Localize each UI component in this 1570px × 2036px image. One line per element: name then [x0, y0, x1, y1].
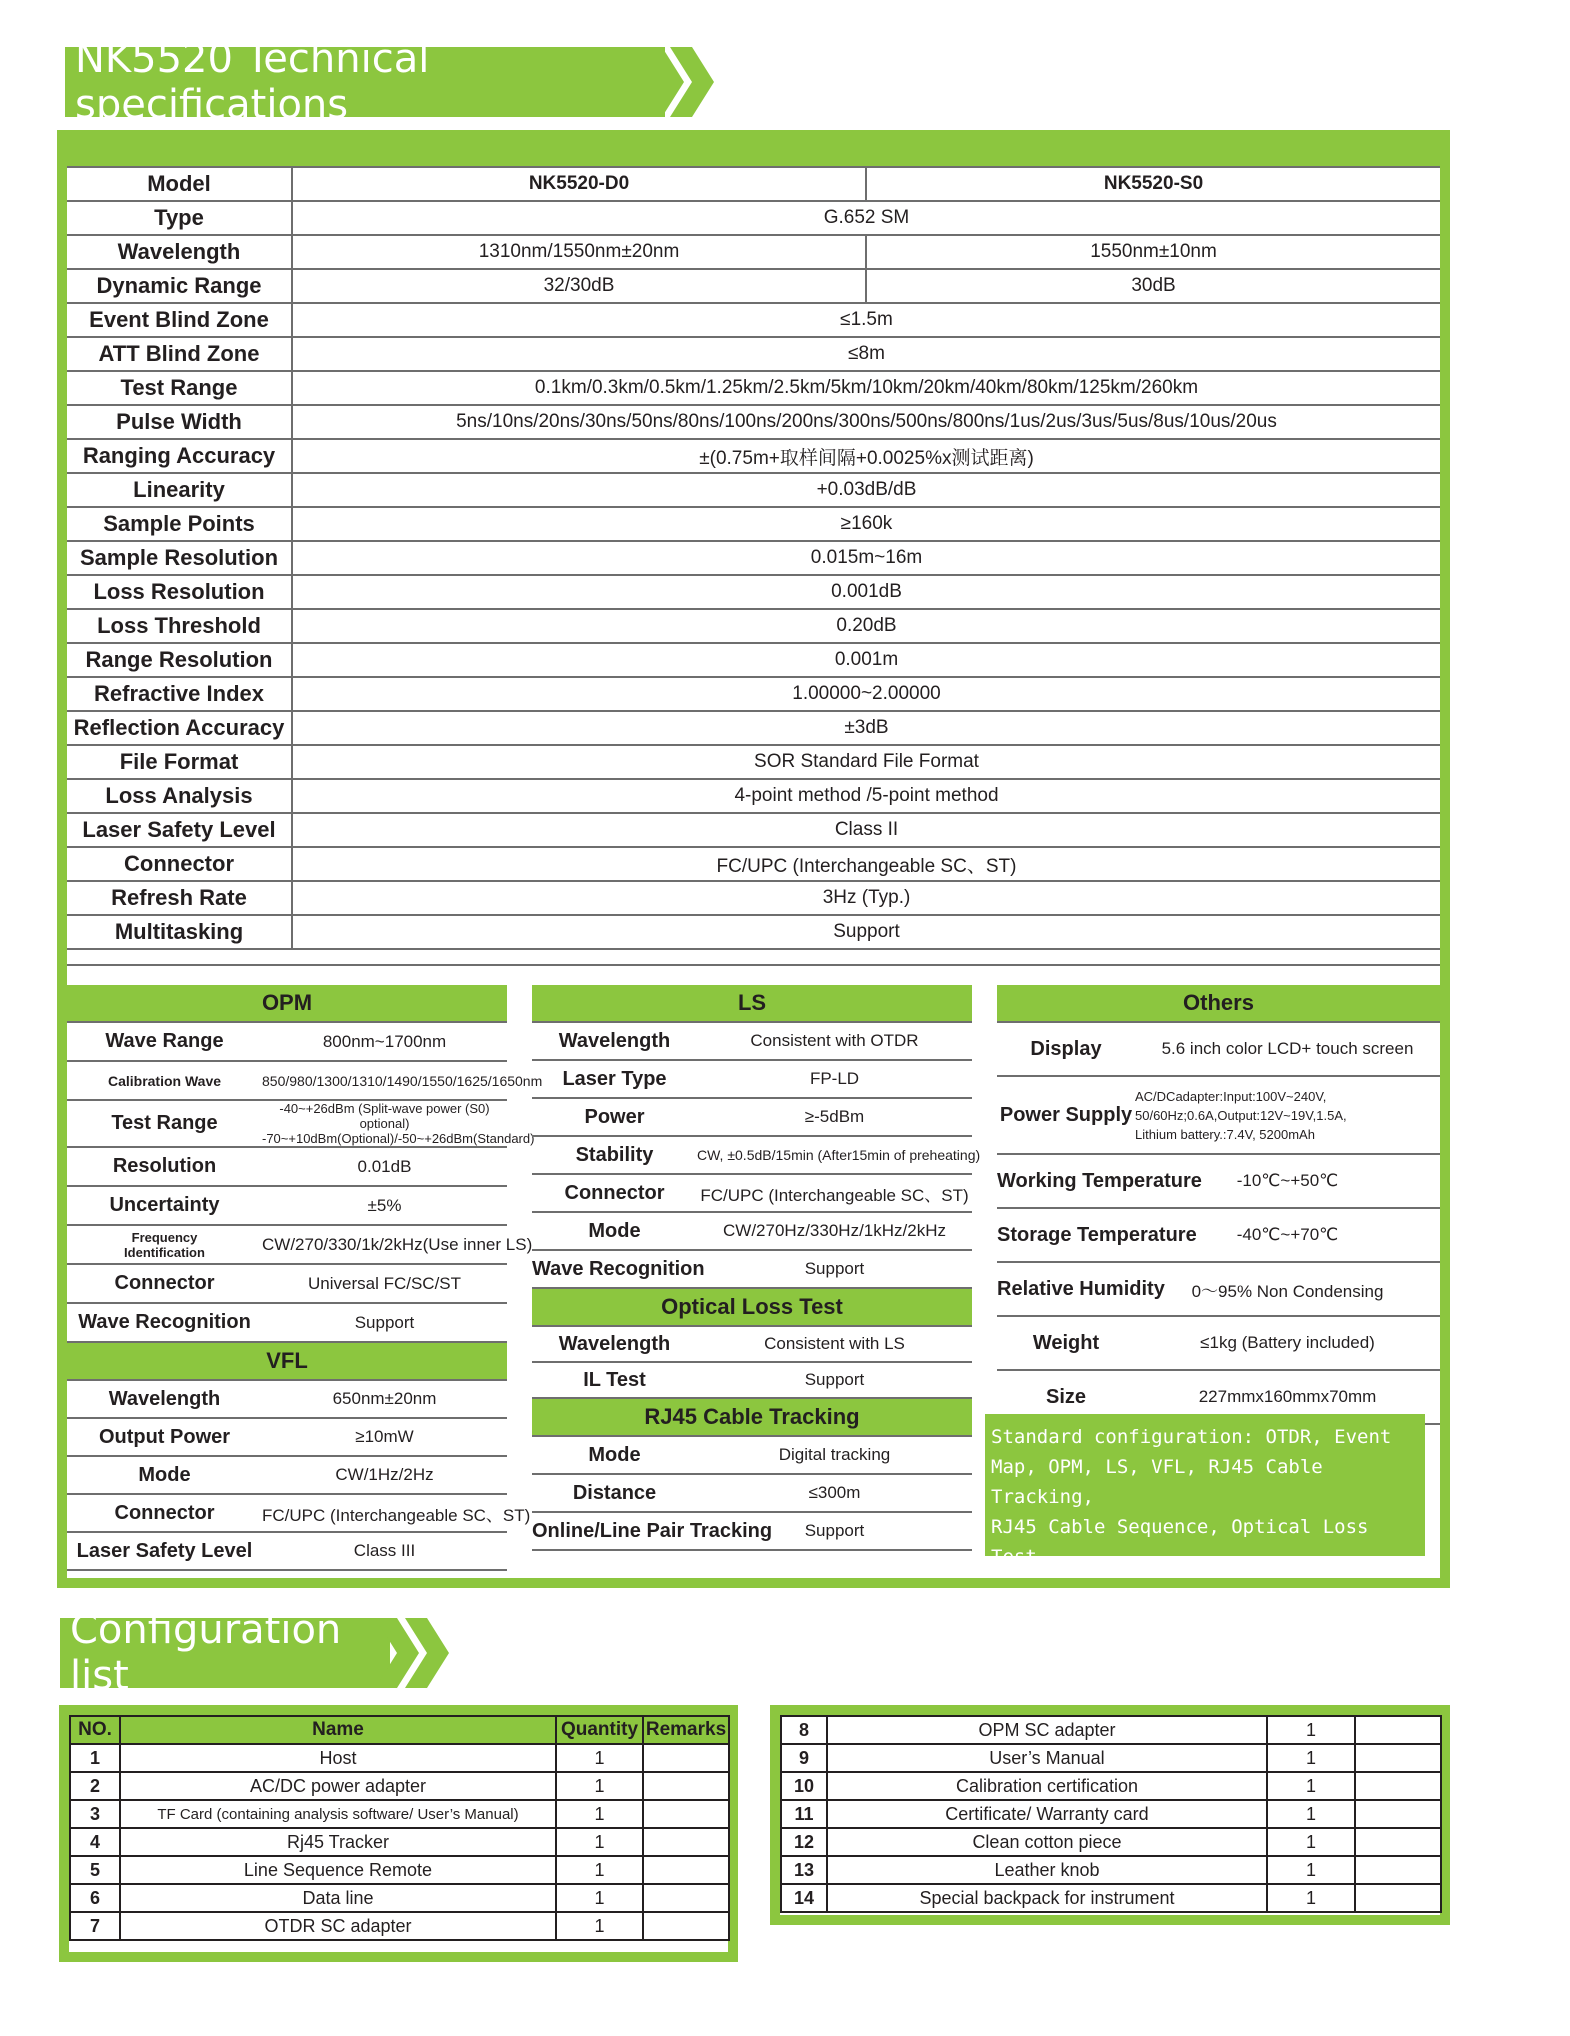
item-name: Certificate/ Warranty card	[827, 1800, 1267, 1828]
row-value: Support	[292, 915, 1440, 949]
table-row	[67, 1494, 507, 1532]
row-label: Sample Resolution	[67, 541, 292, 575]
table-row	[67, 779, 1440, 813]
row-value: 0.01dB	[262, 1147, 507, 1186]
row-label: IL Test	[532, 1362, 697, 1398]
table-row	[532, 1060, 972, 1098]
row-label: Loss Threshold	[67, 609, 292, 643]
table-row	[67, 745, 1440, 779]
row-value-s0: 30dB	[866, 269, 1440, 303]
opm-vfl-table	[67, 985, 543, 1571]
row-label: Power Supply	[997, 1076, 1135, 1154]
item-quantity: 1	[556, 1856, 643, 1884]
row-label: Type	[67, 201, 292, 235]
row-value: Support	[697, 1250, 972, 1288]
chevron-arrows-icon	[375, 1618, 455, 1688]
table-row	[997, 1154, 1440, 1208]
main-spec-table	[67, 166, 1440, 966]
table-row	[781, 1716, 1441, 1744]
others-table	[997, 985, 1440, 1425]
config-right-table	[780, 1715, 1442, 1913]
item-remarks	[643, 1884, 729, 1912]
row-value: Consistent with OTDR	[697, 1022, 972, 1060]
item-no: 1	[70, 1744, 120, 1772]
row-label: Connector	[67, 1264, 262, 1303]
row-value: 800nm~1700nm	[262, 1022, 507, 1061]
table-row	[997, 1208, 1440, 1262]
row-label: Mode	[532, 1436, 697, 1474]
row-label: Loss Analysis	[67, 779, 292, 813]
table-row	[532, 1474, 972, 1512]
table-row	[67, 1380, 507, 1418]
item-remarks	[1355, 1716, 1441, 1744]
item-name: TF Card (containing analysis software/ User’s Manual)	[120, 1800, 556, 1828]
row-label: Working Temperature	[997, 1154, 1135, 1208]
row-label: ATT Blind Zone	[67, 337, 292, 371]
row-label: Storage Temperature	[997, 1208, 1135, 1262]
row-value: 650nm±20nm	[262, 1380, 507, 1418]
row-label: Stability	[532, 1136, 697, 1174]
chevron-arrows-icon	[640, 47, 720, 117]
row-value-d0: 1310nm/1550nm±20nm	[292, 235, 866, 269]
row-value: 227mmx160mmx70mm	[1135, 1370, 1440, 1424]
row-label: Uncertainty	[67, 1186, 262, 1225]
col-no: NO.	[70, 1716, 120, 1744]
others-title: Others	[997, 985, 1440, 1022]
row-value: +0.03dB/dB	[292, 473, 1440, 507]
item-quantity: 1	[556, 1744, 643, 1772]
row-value: ≥160k	[292, 507, 1440, 541]
row-value: FC/UPC (Interchangeable SC、ST)	[262, 1494, 507, 1532]
row-label: Wavelength	[67, 1380, 262, 1418]
table-row	[532, 1512, 972, 1550]
row-value: Class III	[262, 1532, 507, 1570]
table-row	[67, 1061, 507, 1100]
row-label: Connector	[67, 1494, 262, 1532]
row-label: Laser Safety Level	[67, 813, 292, 847]
row-value: 0.20dB	[292, 609, 1440, 643]
row-value: Class II	[292, 813, 1440, 847]
item-no: 4	[70, 1828, 120, 1856]
item-no: 6	[70, 1884, 120, 1912]
table-row	[67, 1022, 507, 1061]
row-label: Laser Safety Level	[67, 1532, 262, 1570]
opm-title: OPM	[67, 985, 507, 1022]
table-row	[532, 1212, 972, 1250]
row-label: Multitasking	[67, 915, 292, 949]
table-row	[67, 371, 1440, 405]
row-value: CW/270Hz/330Hz/1kHz/2kHz	[697, 1212, 972, 1250]
table-row	[67, 269, 1440, 303]
group-header	[532, 1398, 972, 1436]
item-no: 14	[781, 1884, 827, 1912]
item-remarks	[1355, 1800, 1441, 1828]
item-name: Rj45 Tracker	[120, 1828, 556, 1856]
row-value: ≥10mW	[262, 1418, 507, 1456]
row-label: Ranging Accuracy	[67, 439, 292, 473]
row-label: Power	[532, 1098, 697, 1136]
item-name: Special backpack for instrument	[827, 1884, 1267, 1912]
table-row	[67, 609, 1440, 643]
row-value-line: AC/DCadapter:Input:100V~240V,	[1135, 1088, 1327, 1104]
table-row	[67, 813, 1440, 847]
model-d0: NK5520-D0	[292, 167, 866, 201]
rj45-title: RJ45 Cable Tracking	[532, 1398, 972, 1436]
row-label: Wavelength	[532, 1022, 697, 1060]
item-name: OPM SC adapter	[827, 1716, 1267, 1744]
row-label: Display	[997, 1022, 1135, 1076]
row-value: 0.001dB	[292, 575, 1440, 609]
table-row	[67, 473, 1440, 507]
row-value: 850/980/1300/1310/1490/1550/1625/1650nm	[262, 1061, 507, 1100]
item-no: 13	[781, 1856, 827, 1884]
std-config-line: RJ45 Cable Sequence, Optical Loss Test	[991, 1516, 1369, 1568]
row-value-line: -40~+26dBm (Split-wave power (S0) optional)	[279, 1101, 490, 1131]
table-row	[781, 1884, 1441, 1912]
item-quantity: 1	[556, 1800, 643, 1828]
table-row	[67, 405, 1440, 439]
row-label: Mode	[67, 1456, 262, 1494]
row-value: Support	[697, 1512, 972, 1550]
group-header	[532, 1288, 972, 1326]
table-row	[781, 1856, 1441, 1884]
table-row	[67, 303, 1440, 337]
item-remarks	[1355, 1884, 1441, 1912]
row-label: Test Range	[67, 1100, 262, 1147]
item-remarks	[1355, 1856, 1441, 1884]
row-value: SOR Standard File Format	[292, 745, 1440, 779]
item-quantity: 1	[1267, 1716, 1355, 1744]
table-row	[70, 1912, 729, 1940]
ls-title: LS	[532, 985, 972, 1022]
row-label: Online/Line Pair Tracking	[532, 1512, 697, 1550]
row-value: ≤1kg (Battery included)	[1135, 1316, 1440, 1370]
row-value: 5.6 inch color LCD+ touch screen	[1135, 1022, 1440, 1076]
row-label: Dynamic Range	[67, 269, 292, 303]
table-row	[532, 1098, 972, 1136]
row-value: ±(0.75m+取样间隔+0.0025%x测试距离)	[292, 439, 1440, 473]
section-title-banner	[60, 1607, 390, 1699]
item-remarks	[643, 1912, 729, 1940]
item-quantity: 1	[556, 1884, 643, 1912]
item-no: 2	[70, 1772, 120, 1800]
std-config-line: Standard configuration: OTDR, Event	[991, 1426, 1392, 1448]
row-value: Support	[262, 1303, 507, 1342]
item-no: 12	[781, 1828, 827, 1856]
row-value: ≥-5dBm	[697, 1098, 972, 1136]
table-row	[70, 1856, 729, 1884]
table-row	[67, 643, 1440, 677]
item-remarks	[643, 1828, 729, 1856]
standard-configuration-box	[985, 1414, 1425, 1568]
table-row	[532, 1436, 972, 1474]
item-name: Leather knob	[827, 1856, 1267, 1884]
table-row	[67, 201, 1440, 235]
row-value: 0～95% Non Condensing	[1135, 1262, 1440, 1316]
spacer-cell	[67, 949, 1440, 965]
col-remarks: Remarks	[643, 1716, 729, 1744]
row-value: 5ns/10ns/20ns/30ns/50ns/80ns/100ns/200ns/300ns/500ns/800ns/1us/2us/3us/5us/8us/10us/20us	[292, 405, 1440, 439]
specs-top-band	[67, 140, 1440, 166]
row-label: Wavelength	[532, 1326, 697, 1362]
row-value: CW, ±0.5dB/15min (After15min of preheating)	[697, 1136, 972, 1174]
table-row	[67, 235, 1440, 269]
table-row	[67, 1456, 507, 1494]
row-label: Loss Resolution	[67, 575, 292, 609]
table-row	[997, 1076, 1440, 1154]
row-value: 0.015m~16m	[292, 541, 1440, 575]
item-quantity: 1	[556, 1912, 643, 1940]
table-row	[67, 575, 1440, 609]
row-label: Refractive Index	[67, 677, 292, 711]
row-value: -10℃~+50℃	[1135, 1154, 1440, 1208]
vfl-title: VFL	[67, 1342, 507, 1380]
item-remarks	[643, 1800, 729, 1828]
table-row	[70, 1828, 729, 1856]
ls-olt-rj45-table	[532, 985, 981, 1551]
row-label: Wavelength	[67, 235, 292, 269]
row-value-line: -70~+10dBm(Optional)/-50~+26dBm(Standard)	[262, 1131, 535, 1146]
table-row	[67, 881, 1440, 915]
row-value: G.652 SM	[292, 201, 1440, 235]
col-name: Name	[120, 1716, 556, 1744]
item-no: 7	[70, 1912, 120, 1940]
row-label: Laser Type	[532, 1060, 697, 1098]
item-remarks	[1355, 1828, 1441, 1856]
item-no: 3	[70, 1800, 120, 1828]
row-value: Support	[697, 1362, 972, 1398]
item-quantity: 1	[1267, 1744, 1355, 1772]
row-label: Wave Recognition	[67, 1303, 262, 1342]
row-label: Relative Humidity	[997, 1262, 1135, 1316]
table-row	[67, 439, 1440, 473]
row-value: ±5%	[262, 1186, 507, 1225]
row-label: Event Blind Zone	[67, 303, 292, 337]
table-row	[67, 1186, 507, 1225]
table-header-row	[70, 1716, 729, 1744]
item-name: Calibration certification	[827, 1772, 1267, 1800]
table-row	[67, 541, 1440, 575]
table-row	[781, 1828, 1441, 1856]
row-value: 4-point method /5-point method	[292, 779, 1440, 813]
table-row	[67, 677, 1440, 711]
row-label: Output Power	[67, 1418, 262, 1456]
row-label: Connector	[67, 847, 292, 881]
item-name: User’s Manual	[827, 1744, 1267, 1772]
item-name: OTDR SC adapter	[120, 1912, 556, 1940]
row-label: Reflection Accuracy	[67, 711, 292, 745]
row-value: ≤300m	[697, 1474, 972, 1512]
row-value: 1.00000~2.00000	[292, 677, 1440, 711]
table-row	[67, 337, 1440, 371]
table-row	[67, 1264, 507, 1303]
row-value: CW/270/330/1k/2kHz(Use inner LS)	[262, 1225, 507, 1264]
row-value-d0: 32/30dB	[292, 269, 866, 303]
row-value: ≤8m	[292, 337, 1440, 371]
row-value: 3Hz (Typ.)	[292, 881, 1440, 915]
item-remarks	[643, 1856, 729, 1884]
row-label: Wave Range	[67, 1022, 262, 1061]
row-value: Universal FC/SC/ST	[262, 1264, 507, 1303]
table-row	[67, 915, 1440, 949]
model-s0: NK5520-S0	[866, 167, 1440, 201]
row-label: Resolution	[67, 1147, 262, 1186]
table-row	[67, 1532, 507, 1570]
col-quantity: Quantity	[556, 1716, 643, 1744]
row-label	[67, 1225, 262, 1264]
row-value: ≤1.5m	[292, 303, 1440, 337]
row-value: -40℃~+70℃	[1135, 1208, 1440, 1262]
item-quantity: 1	[1267, 1772, 1355, 1800]
item-no: 11	[781, 1800, 827, 1828]
item-no: 8	[781, 1716, 827, 1744]
item-no: 10	[781, 1772, 827, 1800]
row-label: Model	[67, 167, 292, 201]
section-title: Configuration list	[70, 1607, 342, 1699]
table-row	[997, 1022, 1440, 1076]
item-remarks	[1355, 1744, 1441, 1772]
row-label: File Format	[67, 745, 292, 779]
table-row	[67, 949, 1440, 965]
row-value: 0.001m	[292, 643, 1440, 677]
item-quantity: 1	[1267, 1856, 1355, 1884]
row-label: Weight	[997, 1316, 1135, 1370]
row-label: Mode	[532, 1212, 697, 1250]
row-label: Wave Recognition	[532, 1250, 697, 1288]
table-row	[532, 1136, 972, 1174]
item-name: Clean cotton piece	[827, 1828, 1267, 1856]
row-label: Range Resolution	[67, 643, 292, 677]
group-header	[532, 985, 972, 1022]
item-no: 9	[781, 1744, 827, 1772]
row-value-s0: 1550nm±10nm	[866, 235, 1440, 269]
table-row	[532, 1022, 972, 1060]
item-quantity: 1	[1267, 1828, 1355, 1856]
row-value: 0.1km/0.3km/0.5km/1.25km/2.5km/5km/10km/20km/40km/80km/125km/260km	[292, 371, 1440, 405]
item-remarks	[643, 1744, 729, 1772]
row-value-line: 50/60Hz;0.6A,Output:12V~19V,1.5A,	[1135, 1107, 1347, 1123]
row-value: Digital tracking	[697, 1436, 972, 1474]
row-value: ±3dB	[292, 711, 1440, 745]
table-row	[67, 1100, 507, 1147]
row-label: Connector	[532, 1174, 697, 1212]
row-value: CW/1Hz/2Hz	[262, 1456, 507, 1494]
table-row	[532, 1362, 972, 1398]
table-row	[70, 1884, 729, 1912]
row-label: Test Range	[67, 371, 292, 405]
olt-title: Optical Loss Test	[532, 1288, 972, 1326]
table-row	[532, 1326, 972, 1362]
group-header	[67, 985, 507, 1022]
table-row	[997, 1316, 1440, 1370]
section-title: NK5520 Technical specifications	[75, 36, 430, 128]
section-title-banner	[65, 36, 665, 128]
item-quantity: 1	[1267, 1884, 1355, 1912]
item-name: Host	[120, 1744, 556, 1772]
item-quantity: 1	[1267, 1800, 1355, 1828]
table-row	[67, 1303, 507, 1342]
row-label: Distance	[532, 1474, 697, 1512]
item-quantity: 1	[556, 1828, 643, 1856]
item-name: AC/DC power adapter	[120, 1772, 556, 1800]
row-label: Linearity	[67, 473, 292, 507]
row-value-line: Lithium battery.:7.4V, 5200mAh	[1135, 1126, 1315, 1142]
table-row	[67, 711, 1440, 745]
item-no: 5	[70, 1856, 120, 1884]
group-header	[67, 1342, 507, 1380]
row-label: Refresh Rate	[67, 881, 292, 915]
table-row	[781, 1772, 1441, 1800]
table-row	[532, 1250, 972, 1288]
row-label-line: Frequency	[131, 1229, 198, 1245]
row-value: FC/UPC (Interchangeable SC、ST)	[292, 847, 1440, 881]
row-value	[1135, 1076, 1440, 1154]
config-left-table	[69, 1715, 730, 1941]
table-row	[70, 1772, 729, 1800]
item-name: Line Sequence Remote	[120, 1856, 556, 1884]
table-row	[70, 1800, 729, 1828]
table-row	[67, 1225, 507, 1264]
group-header	[997, 985, 1440, 1022]
row-value: FC/UPC (Interchangeable SC、ST)	[697, 1174, 972, 1212]
row-label-line: Identification	[124, 1244, 205, 1260]
table-row	[67, 507, 1440, 541]
table-row	[781, 1744, 1441, 1772]
row-value: Consistent with LS	[697, 1326, 972, 1362]
table-row	[70, 1744, 729, 1772]
item-name: Data line	[120, 1884, 556, 1912]
table-row	[67, 167, 1440, 201]
item-remarks	[643, 1772, 729, 1800]
item-quantity: 1	[556, 1772, 643, 1800]
row-value: FP-LD	[697, 1060, 972, 1098]
row-label: Pulse Width	[67, 405, 292, 439]
row-label: Calibration Wave	[67, 1061, 262, 1100]
row-value	[262, 1100, 535, 1147]
table-row	[532, 1174, 972, 1212]
table-row	[67, 1418, 507, 1456]
table-row	[67, 1147, 507, 1186]
table-row	[997, 1262, 1440, 1316]
row-label: Size	[997, 1370, 1135, 1424]
table-row	[781, 1800, 1441, 1828]
std-config-line: Map, OPM, LS, VFL, RJ45 Cable Tracking,	[991, 1456, 1323, 1508]
table-row	[67, 847, 1440, 881]
row-label: Sample Points	[67, 507, 292, 541]
item-remarks	[1355, 1772, 1441, 1800]
